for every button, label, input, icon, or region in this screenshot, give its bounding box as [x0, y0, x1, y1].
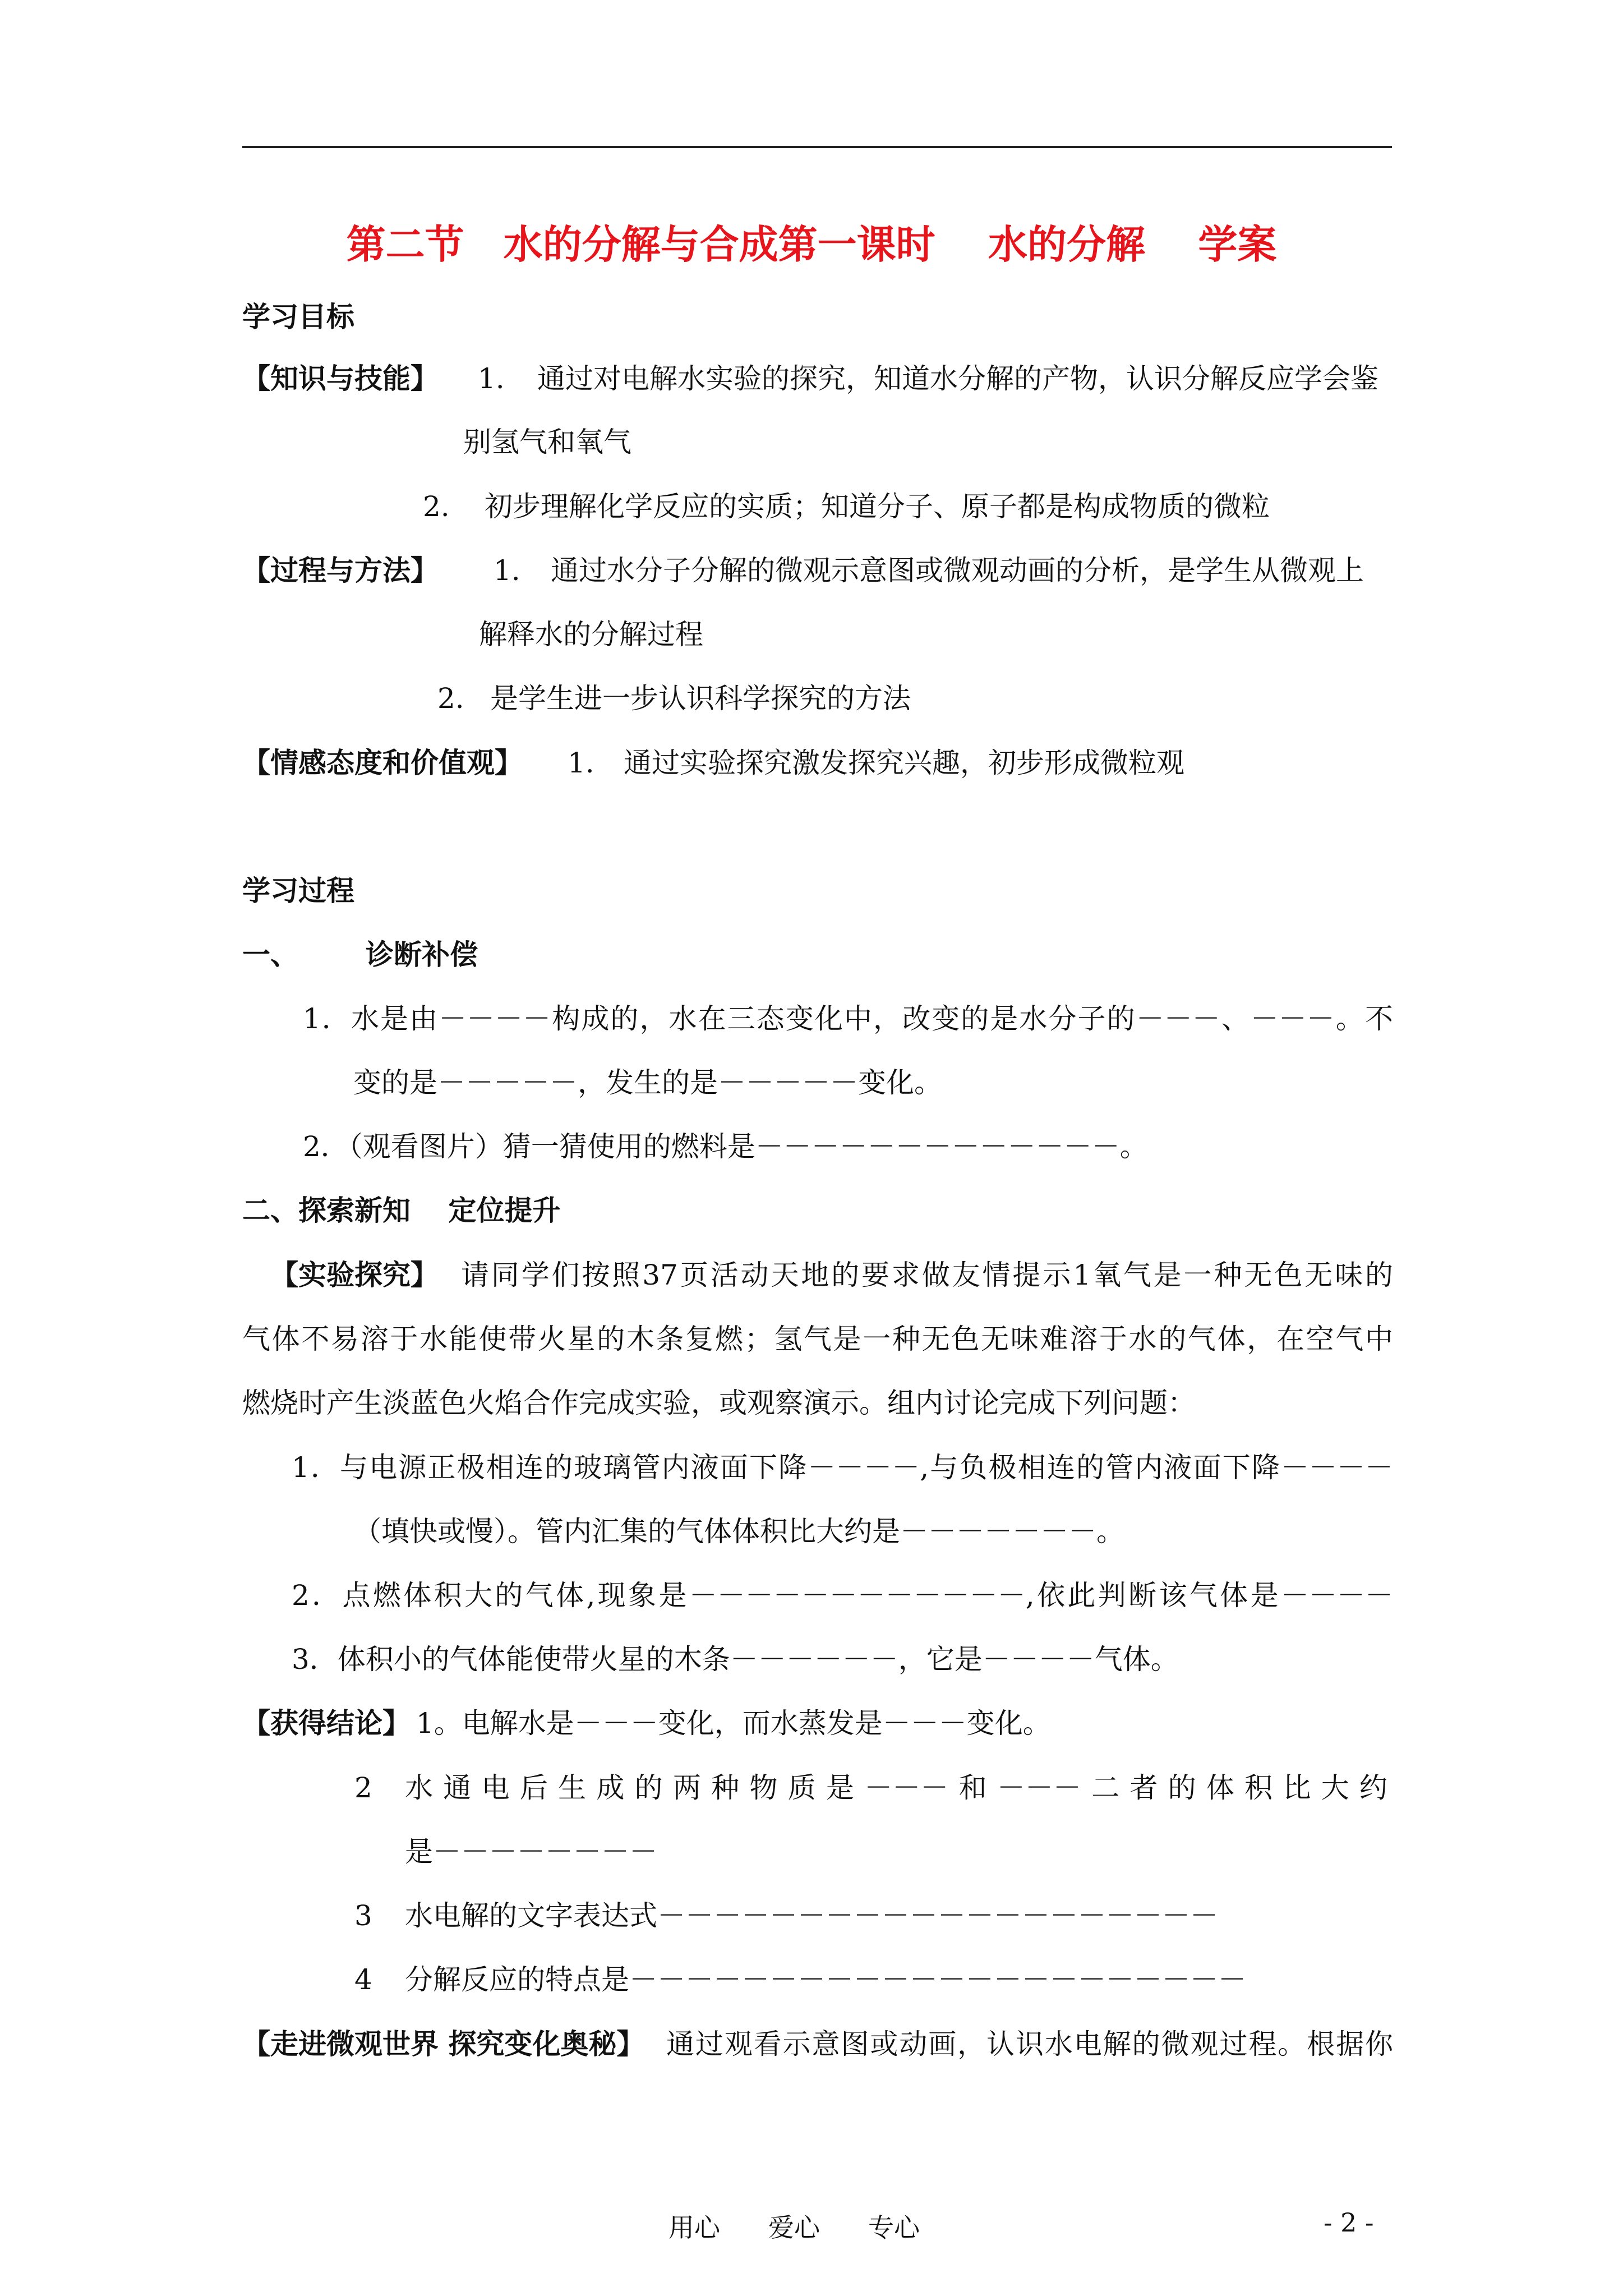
experiment-line2: 气体不易溶于水能使带火星的木条复燃；氢气是一种无色无味难溶于水的气体，在空气中 — [242, 1323, 1393, 1355]
micro-world-label: 【走进微观世界 探究变化奥秘】 — [242, 2027, 645, 2060]
process-heading: 学习过程 — [242, 874, 354, 907]
objectives-heading: 学习目标 — [242, 300, 354, 333]
knowledge-item1-num: 1. — [478, 362, 505, 395]
section1-q2: 2．（观看图片）猜一猜使用的燃料是－－－－－－－－－－－－－。 — [303, 1130, 1148, 1163]
page-title: 第二节 水的分解与合成第一课时 水的分解 学案 — [346, 221, 1277, 268]
attitude-label: 【情感态度和价值观】 — [242, 746, 523, 779]
conclusion-3-num: 3 — [354, 1899, 372, 1932]
knowledge-item1-line2: 别氢气和氧气 — [463, 426, 631, 458]
footer-motto-3: 专心 — [868, 2212, 920, 2243]
process-item2-num: 2. — [437, 682, 464, 715]
process-item1-line1: 通过水分子分解的微观示意图或微观动画的分析，是学生从微观上 — [551, 554, 1364, 587]
footer-motto-1: 用心 — [668, 2212, 720, 2243]
header-rule — [242, 146, 1392, 148]
process-item1-num: 1. — [494, 554, 520, 587]
experiment-q2: 2．点燃体积大的气体,现象是－－－－－－－－－－－－,依此判断该气体是－－－－ — [292, 1579, 1393, 1612]
attitude-item1-num: 1. — [568, 747, 594, 779]
conclusion-2-num: 2 — [354, 1772, 372, 1804]
knowledge-item2-num: 2. — [423, 490, 450, 523]
experiment-label: 【实验探究】 — [270, 1258, 439, 1291]
experiment-line1: 请同学们按照37页活动天地的要求做友情提示1氧气是一种无色无味的 — [461, 1259, 1393, 1291]
section1-num: 一、 — [242, 938, 298, 971]
process-item1-line2: 解释水的分解过程 — [479, 618, 703, 651]
experiment-q1-line2: （填快或慢）。管内汇集的气体体积比大约是－－－－－－－。 — [353, 1515, 1124, 1548]
conclusion-3-text: 水电解的文字表达式－－－－－－－－－－－－－－－－－－－－ — [405, 1899, 1218, 1932]
page-number: - 2 - — [1324, 2207, 1374, 2238]
process-item2-text: 是学生进一步认识科学探究的方法 — [490, 682, 911, 715]
knowledge-item2-text: 初步理解化学反应的实质；知道分子、原子都是构成物质的微粒 — [485, 490, 1270, 523]
section1-q1-line2: 变的是－－－－－，发生的是－－－－－变化。 — [353, 1066, 942, 1099]
process-label: 【过程与方法】 — [242, 554, 439, 587]
conclusion-4-text: 分解反应的特点是－－－－－－－－－－－－－－－－－－－－－－ — [405, 1963, 1246, 1996]
knowledge-label: 【知识与技能】 — [242, 362, 439, 395]
conclusion-2-line2: 是－－－－－－－－ — [405, 1835, 657, 1868]
section1-q1-line1: 1．水是由－－－－构成的，水在三态变化中，改变的是水分子的－－－、－－－。不 — [303, 1002, 1393, 1035]
section2-title: 二、探索新知 定位提升 — [242, 1194, 561, 1227]
conclusion-2-line1: 水通电后生成的两种物质是－－－和－－－二者的体积比大约 — [405, 1772, 1387, 1804]
micro-world-text: 通过观看示意图或动画，认识水电解的微观过程。根据你 — [666, 2028, 1393, 2060]
knowledge-item1-line1: 通过对电解水实验的探究，知道水分解的产物，认识分解反应学会鉴 — [537, 362, 1378, 395]
attitude-item1-text: 通过实验探究激发探究兴趣，初步形成微粒观 — [624, 747, 1184, 779]
conclusion-1: 1。电解水是－－－变化，而水蒸发是－－－变化。 — [416, 1707, 1051, 1740]
conclusion-4-num: 4 — [354, 1963, 372, 1996]
conclusion-label: 【获得结论】 — [242, 1706, 411, 1740]
experiment-line3: 燃烧时产生淡蓝色火焰合作完成实验，或观察演示。组内讨论完成下列问题： — [242, 1387, 1196, 1419]
footer-motto-2: 爱心 — [768, 2212, 820, 2243]
section1-title: 诊断补偿 — [366, 938, 478, 971]
experiment-q3: 3．体积小的气体能使带火星的木条－－－－－－，它是－－－－气体。 — [292, 1643, 1179, 1676]
experiment-q1-line1: 1．与电源正极相连的玻璃管内液面下降－－－－,与负极相连的管内液面下降－－－－ — [292, 1451, 1393, 1484]
